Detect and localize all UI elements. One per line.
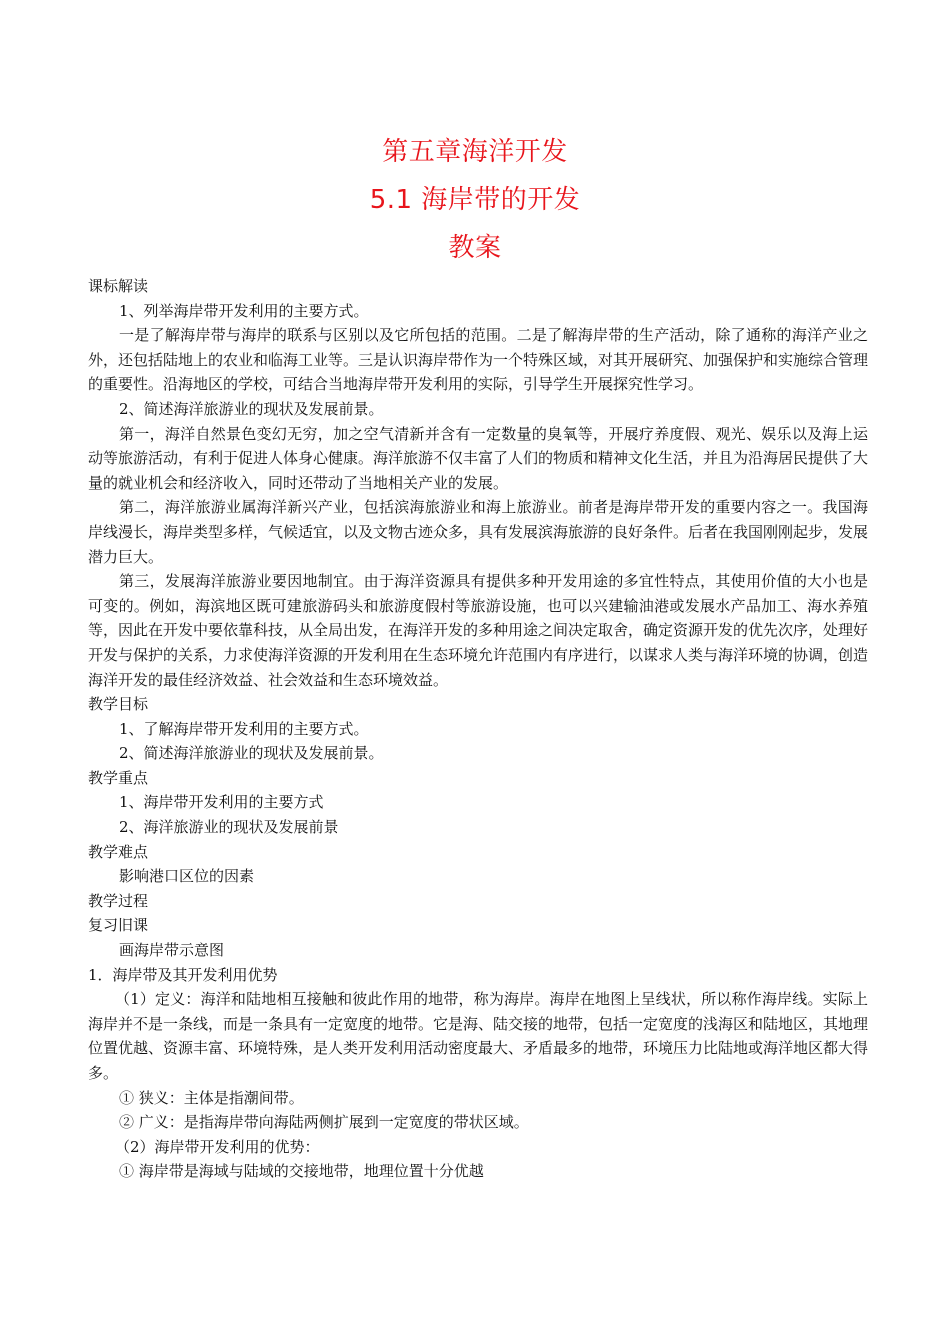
paragraph: 一是了解海岸带与海岸的联系与区别以及它所包括的范围。二是了解海岸带的生产活动，除了通称的海洋产业之外，还包括陆地上的农业和临海工业等。三是认识海岸带作为一个特殊区域，对其开展研究、加强保护和实施综合管理的重要性。沿海地区的学校，可结合当地海岸带开发利用的实际，引导学生开展探究性学习。 [88, 326, 869, 394]
key-point-item: 2、海洋旅游业的现状及发展前景 [119, 818, 339, 837]
paragraph-definition: （1）定义：海洋和陆地相互接触和彼此作用的地带，称为海岸。海岸在地图上呈线状，所以称作海岸线。实际上海岸并不是一条线，而是一条具有一定宽度的地带。它是海、陆交接的地带，包括一定宽度的浅海区和陆地区，其地理位置优越、资源丰富、环境特殊，是人类开发利用活动密度最大、矛盾最多的地带，环境压力比陆地或海洋地区都大得多。 [88, 990, 869, 1082]
review-item: 画海岸带示意图 [119, 941, 225, 960]
heading-review: 复习旧课 [88, 916, 149, 935]
list-item-broad-sense: ② 广义：是指海岸带向海陆两侧扩展到一定宽度的带状区域。 [119, 1113, 529, 1132]
goal-item: 1、了解海岸带开发利用的主要方式。 [119, 719, 369, 738]
paragraph: 第三，发展海洋旅游业要因地制宜。由于海洋资源具有提供多种开发用途的多宜性特点，其使用价值的大小也是可变的。例如，海滨地区既可建旅游码头和旅游度假村等旅游设施，也可以兴建输油港或发展水产品加工、海水养殖等，因此在开发中要依靠科技，从全局出发，在海洋开发的多种用途之间决定取舍，确定资源开发的优先次序，处理好开发与保护的关系，力求使海洋资源的开发利用在生态环境允许范围内有序进行，以谋求人类与海洋环境的协调，创造海洋开发的最佳经济效益、社会效益和生态环境效益。 [88, 572, 869, 689]
chapter-title: 第五章海洋开发 [382, 137, 568, 167]
section-title: 5.1 海岸带的开发 [369, 185, 581, 215]
heading-teaching-process: 教学过程 [88, 891, 149, 910]
curriculum-item-2: 2、简述海洋旅游业的现状及发展前景。 [119, 399, 384, 418]
curriculum-item-1: 1、列举海岸带开发利用的主要方式。 [119, 301, 369, 320]
title-block [0, 128, 950, 272]
list-item-advantage-1: ① 海岸带是海域与陆域的交接地带，地理位置十分优越 [119, 1162, 484, 1181]
paragraph: 第一，海洋自然景色变幻无穷，加之空气清新并含有一定数量的臭氧等，开展疗养度假、观光、娱乐以及海上运动等旅游活动，有利于促进人体身心健康。海洋旅游不仅丰富了人们的物质和精神文化生活，并且为沿海居民提供了大量的就业机会和经济收入，同时还带动了当地相关产业的发展。 [88, 424, 869, 492]
heading-difficulties: 教学难点 [88, 842, 149, 861]
document-body [88, 274, 868, 1184]
goal-item: 2、简述海洋旅游业的现状及发展前景。 [119, 744, 384, 763]
numbered-heading-1: 1．海岸带及其开发利用优势 [88, 965, 278, 984]
heading-teaching-goals: 教学目标 [88, 695, 149, 714]
subheading-advantages: （2）海岸带开发利用的优势： [115, 1137, 320, 1156]
difficulty-item: 影响港口区位的因素 [119, 867, 255, 886]
paragraph: 第二，海洋旅游业属海洋新兴产业，包括滨海旅游业和海上旅游业。前者是海岸带开发的重要内容之一。我国海岸线漫长，海岸类型多样，气候适宜，以及文物古迹众多，具有发展滨海旅游的良好条件。后者在我国刚刚起步，发展潜力巨大。 [88, 498, 869, 566]
heading-key-points: 教学重点 [88, 768, 149, 787]
key-point-item: 1、海岸带开发利用的主要方式 [119, 793, 324, 812]
heading-curriculum: 课标解读 [88, 277, 149, 295]
list-item-narrow-sense: ① 狭义：主体是指潮间带。 [119, 1088, 304, 1107]
document-kind-title: 教案 [448, 233, 502, 263]
